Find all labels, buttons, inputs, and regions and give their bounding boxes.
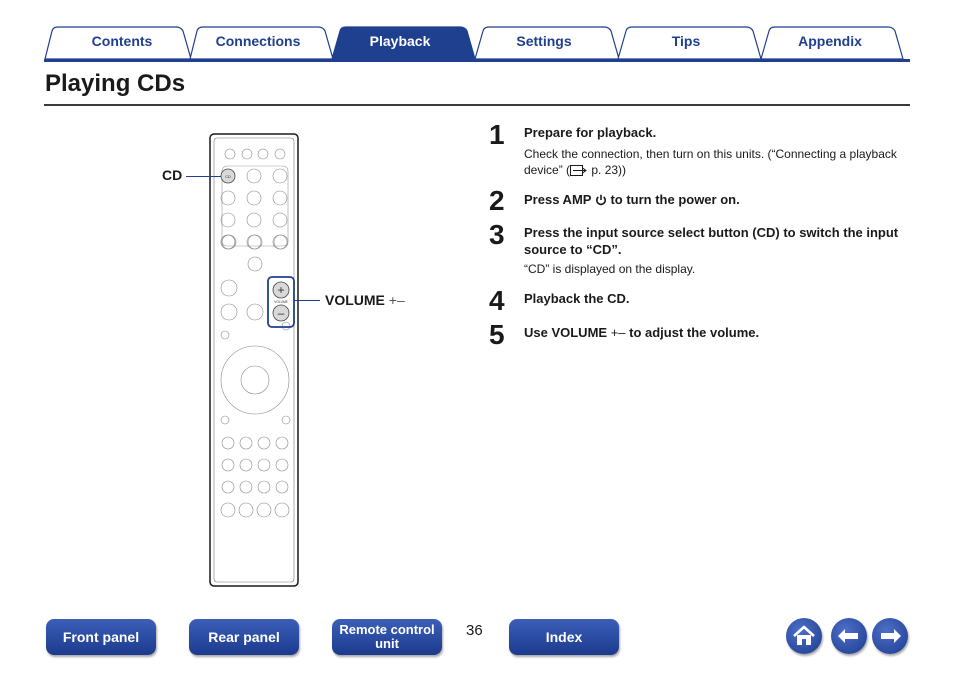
- remote-control-label-line1: Remote control: [339, 622, 435, 637]
- step-2-heading-a: Press AMP: [524, 192, 595, 207]
- cd-callout-line: [186, 176, 221, 177]
- rear-panel-label: Rear panel: [208, 629, 280, 645]
- volume-button-text: VOLUME: [274, 300, 288, 304]
- tab-connections[interactable]: Connections: [215, 33, 301, 49]
- home-icon: [786, 618, 822, 654]
- step-1-body-text: Check the connection, then turn on this units. (“Connecting a playback device” (: [524, 147, 897, 177]
- step-1-body-link[interactable]: p. 23)): [588, 163, 627, 177]
- step-5-number: 5: [489, 319, 504, 350]
- step-4-heading: Playback the CD.: [524, 291, 630, 306]
- tab-underline: [44, 59, 910, 62]
- step-1-heading: Prepare for playback.: [524, 125, 657, 140]
- step-2-number: 2: [489, 185, 504, 216]
- remote-control-label-line2: unit: [375, 636, 399, 651]
- page-title: Playing CDs: [45, 70, 186, 97]
- page-number: 36: [466, 622, 483, 639]
- step-5-volume-symbols: +–: [610, 325, 626, 340]
- cd-callout-label: CD: [162, 167, 183, 183]
- arrow-right-icon: [872, 618, 908, 654]
- step-3-body: “CD” is displayed on the display.: [524, 262, 696, 276]
- tab-tips[interactable]: Tips: [671, 33, 701, 49]
- forward-button[interactable]: [872, 618, 908, 654]
- remote-control-unit-button[interactable]: [332, 619, 442, 655]
- tab-appendix[interactable]: Appendix: [798, 33, 862, 49]
- rear-panel-button[interactable]: [189, 619, 299, 655]
- title-divider: [44, 104, 910, 106]
- step-2-heading: [524, 191, 910, 208]
- power-icon: [595, 194, 607, 206]
- volume-callout-symbols: +–: [388, 292, 405, 308]
- tab-settings[interactable]: Settings: [516, 33, 572, 49]
- index-label: Index: [545, 629, 583, 645]
- step-2-heading-b: to turn the power on.: [606, 192, 740, 207]
- front-panel-label: Front panel: [62, 629, 140, 645]
- step-5-heading-b: to adjust the volume.: [625, 325, 760, 340]
- volume-callout-label: [325, 292, 405, 308]
- step-3-heading: Press the input source select button (CD) to switch the input source to “CD”.: [524, 225, 899, 257]
- volume-callout-line: [294, 300, 320, 301]
- step-1-number: 1: [489, 119, 504, 150]
- home-button[interactable]: [786, 618, 822, 654]
- front-panel-button[interactable]: [46, 619, 156, 655]
- index-button[interactable]: [509, 619, 619, 655]
- tab-playback[interactable]: Playback: [369, 33, 431, 49]
- tab-contents[interactable]: Contents: [91, 33, 153, 49]
- step-5-heading: [524, 324, 910, 341]
- arrow-left-icon: [831, 618, 867, 654]
- step-3-number: 3: [489, 219, 504, 250]
- volume-plus-text: +: [277, 283, 285, 297]
- cd-button-text: CD: [225, 174, 231, 179]
- volume-callout-text: VOLUME: [325, 292, 385, 308]
- top-tab-bar: [44, 26, 910, 62]
- page-ref-icon[interactable]: [570, 165, 588, 176]
- volume-minus-text: –: [277, 306, 285, 320]
- step-5-heading-a: Use VOLUME: [524, 325, 611, 340]
- step-4-number: 4: [489, 285, 504, 316]
- back-button[interactable]: [831, 618, 867, 654]
- step-1-body: [524, 146, 910, 178]
- remote-control-illustration: [205, 130, 305, 590]
